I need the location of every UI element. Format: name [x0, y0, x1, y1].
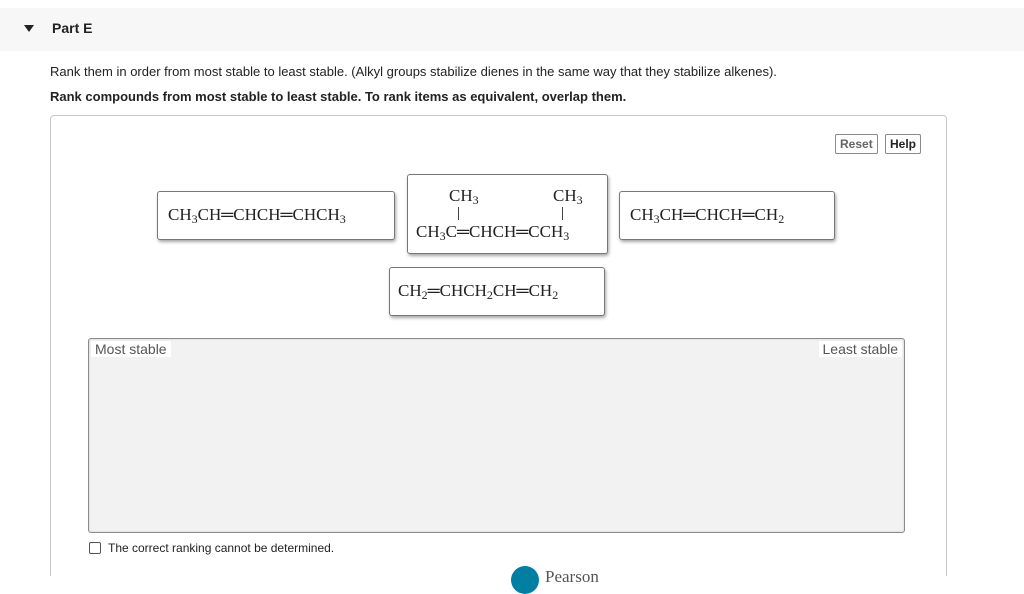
- cannot-determine-checkbox[interactable]: [89, 542, 101, 554]
- compound-chip-hexadiene[interactable]: [157, 191, 395, 240]
- part-header[interactable]: [0, 8, 1024, 51]
- compound-formula: $CH_3CH═CHCH═CH_2$: [630, 205, 785, 226]
- branch-bond-left: [458, 207, 459, 220]
- pearson-logo-icon: [511, 566, 539, 594]
- compound-branch-right: $CH_3$: [553, 186, 583, 207]
- compound-branch-left: $CH_3$: [449, 186, 479, 207]
- ranking-drop-zone[interactable]: [88, 338, 905, 533]
- compound-chip-pentadiene-nonconjugated[interactable]: [389, 267, 605, 316]
- pearson-brand: Pearson: [545, 567, 599, 586]
- ranking-instruction: Rank compounds from most stable to least stable. To rank items as equivalent, overlap them.: [50, 89, 627, 104]
- reset-button[interactable]: Reset: [835, 134, 878, 154]
- compound-chip-dimethyl-hexadiene[interactable]: [407, 174, 608, 254]
- question-instruction: Rank them in order from most stable to least stable. (Alkyl groups stabilize dienes in the same way that they stabilize alkenes).: [50, 64, 777, 79]
- part-title: Part E: [52, 20, 93, 36]
- cannot-determine-label[interactable]: The correct ranking cannot be determined.: [108, 541, 335, 555]
- caret-down-icon[interactable]: [24, 25, 34, 32]
- least-stable-label: Least stable: [819, 341, 903, 357]
- compound-formula: $CH_3CH═CHCH═CHCH_3$: [168, 205, 346, 226]
- help-button[interactable]: Help: [885, 134, 921, 154]
- compound-formula: $CH_2═CHCH_2CH═CH_2$: [398, 281, 559, 302]
- compound-chip-pentadiene[interactable]: [619, 191, 835, 240]
- most-stable-label: Most stable: [91, 341, 171, 357]
- compound-main-chain: $CH_3C═CHCH═CCH_3$: [416, 222, 570, 243]
- branch-bond-right: [562, 207, 563, 220]
